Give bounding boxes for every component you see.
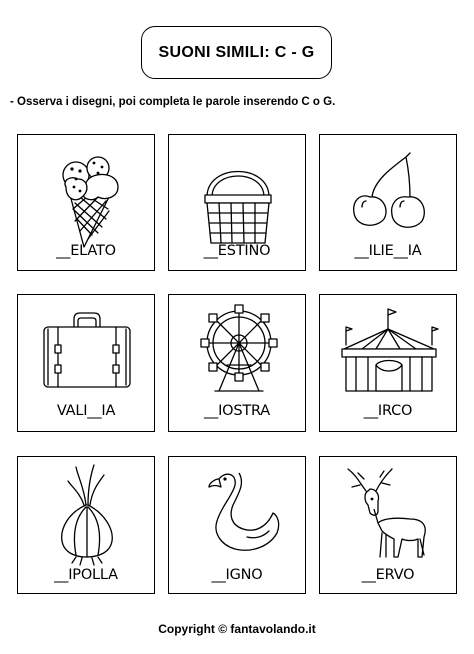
card-deer xyxy=(319,456,457,594)
word-label: __IGNO xyxy=(211,567,263,583)
copyright-text: Copyright © fantavolando.it xyxy=(158,622,316,636)
word-label: __ILIE__IA xyxy=(354,243,422,259)
word-label: __ELATO xyxy=(56,243,116,259)
card-basket xyxy=(168,134,306,271)
instruction-text: - Osserva i disegni, poi completa le parole inserendo C o G. xyxy=(10,96,336,108)
word-label: __IPOLLA xyxy=(54,567,118,583)
card-ice-cream xyxy=(17,134,155,271)
word-label: __ESTINO xyxy=(203,243,271,259)
worksheet-title xyxy=(141,26,332,79)
card-ferris-wheel xyxy=(168,294,306,432)
card-suitcase xyxy=(17,294,155,432)
word-label: __IOSTRA xyxy=(203,403,271,419)
word-label: __IRCO xyxy=(363,403,413,419)
card-cherries xyxy=(319,134,457,271)
title-text: SUONI SIMILI: C - G xyxy=(158,43,315,61)
word-label: VALI__IA xyxy=(56,403,116,419)
card-onion xyxy=(17,456,155,594)
word-label: __ERVO xyxy=(361,567,415,583)
card-circus-tent xyxy=(319,294,457,432)
card-swan xyxy=(168,456,306,594)
